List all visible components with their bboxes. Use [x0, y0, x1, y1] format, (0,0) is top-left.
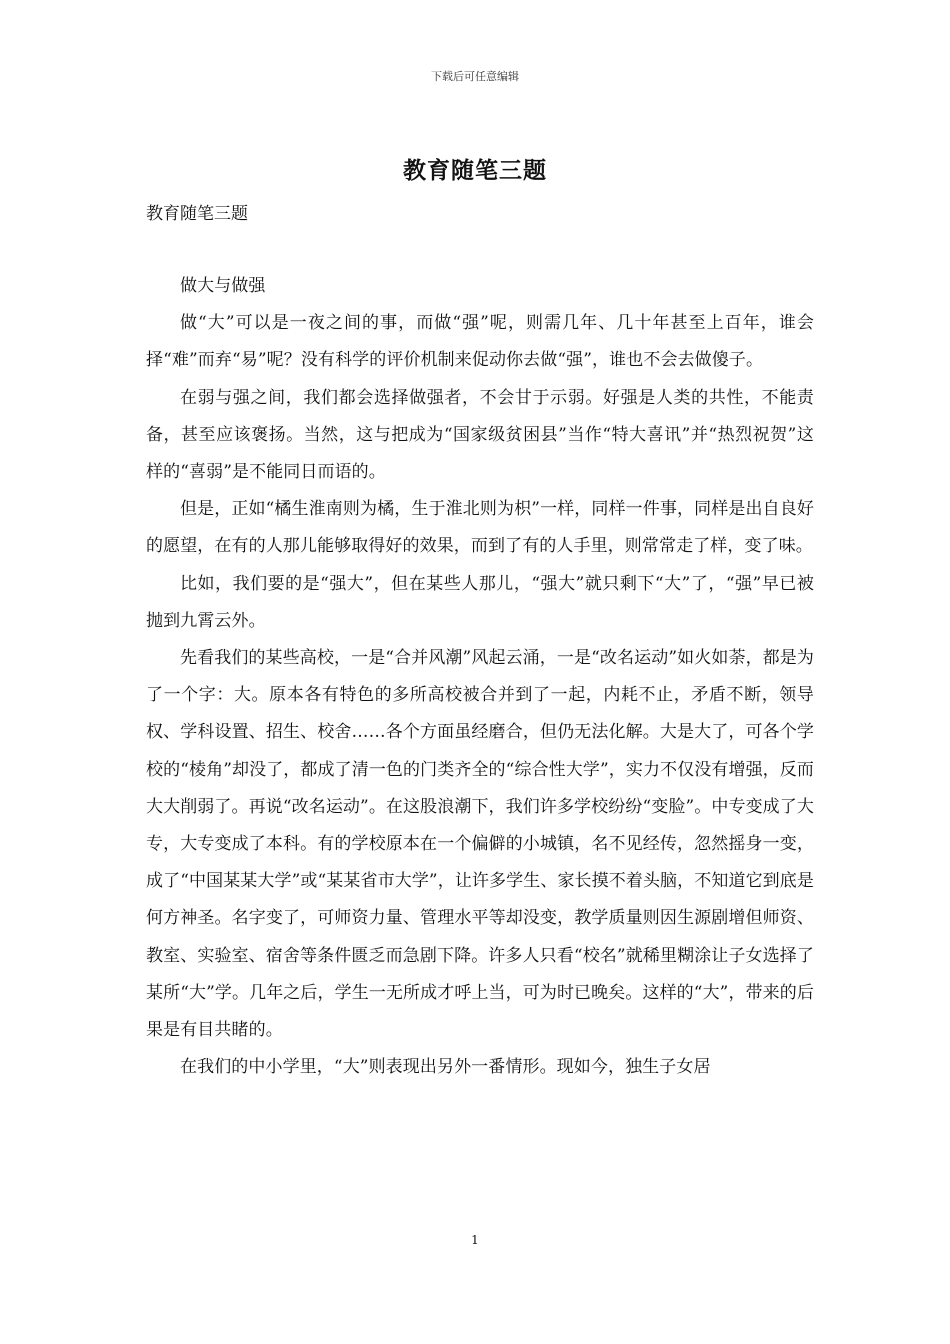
section-heading: 做大与做强: [180, 276, 266, 296]
document-subtitle: 教育随笔三题: [146, 204, 248, 224]
paragraph: 但是，正如“橘生淮南则为橘，生于淮北则为枳”一样，同样一件事，同样是出自良好的愿望，在有的人那儿能够取得好的效果，而到了有的人手里，则常常走了样，变了味。: [146, 499, 814, 557]
paragraph: 比如，我们要的是“强大”，但在某些人那儿，“强大”就只剩下“大”了，“强”早已被抛到九霄云外。: [146, 573, 814, 631]
header-note: 下载后可任意编辑: [431, 70, 519, 83]
paragraph: 先看我们的某些高校，一是“合并风潮”风起云涌，一是“改名运动”如火如荼，都是为了一个字：大。原本各有特色的多所高校被合并到了一起，内耗不止，矛盾不断，领导权、学科设置、招生、校舍……各个方面虽经磨合，但仍无法化解。大是大了，可各个学校的“棱角”却没了，都成了清一色的门类齐全的“综合性大学”，实力不仅没有增强，反而大大削弱了。再说“改名运动”。在这股浪潮下，我们许多学校纷纷“变脸”。中专变成了大专，大专变成了本科。有的学校原本在一个偏僻的小城镇，名不见经传，忽然摇身一变，成了“中国某某大学”或“某某省市大学”，让许多学生、家长摸不着头脑，不知道它到底是何方神圣。名字变了，可师资力量、管理水平等却没变，教学质量则因生源剧增但师资、教室、实验室、宿舍等条件匮乏而急剧下降。许多人只看“校名”就稀里糊涂让子女选择了某所“大”学。几年之后，学生一无所成才呼上当，可为时已晚矣。这样的“大”，带来的后果是有目共睹的。: [146, 648, 814, 1041]
paragraph: 在我们的中小学里，“大”则表现出另外一番情形。现如今，独生子女居: [180, 1057, 711, 1078]
document-title: 教育随笔三题: [403, 157, 547, 184]
paragraph: 做“大”可以是一夜之间的事，而做“强”呢，则需几年、几十年甚至上百年，谁会择“难”而弃“易”呢？没有科学的评价机制来促动你去做“强”，谁也不会去做傻子。: [146, 313, 814, 371]
paragraph: 在弱与强之间，我们都会选择做强者，不会甘于示弱。好强是人类的共性，不能责备，甚至应该褒扬。当然，这与把成为“国家级贫困县”当作“特大喜讯”并“热烈祝贺”这样的“喜弱”是不能同日而语的。: [146, 387, 814, 483]
document-body: [146, 268, 814, 1086]
page-number: 1: [471, 1233, 479, 1247]
